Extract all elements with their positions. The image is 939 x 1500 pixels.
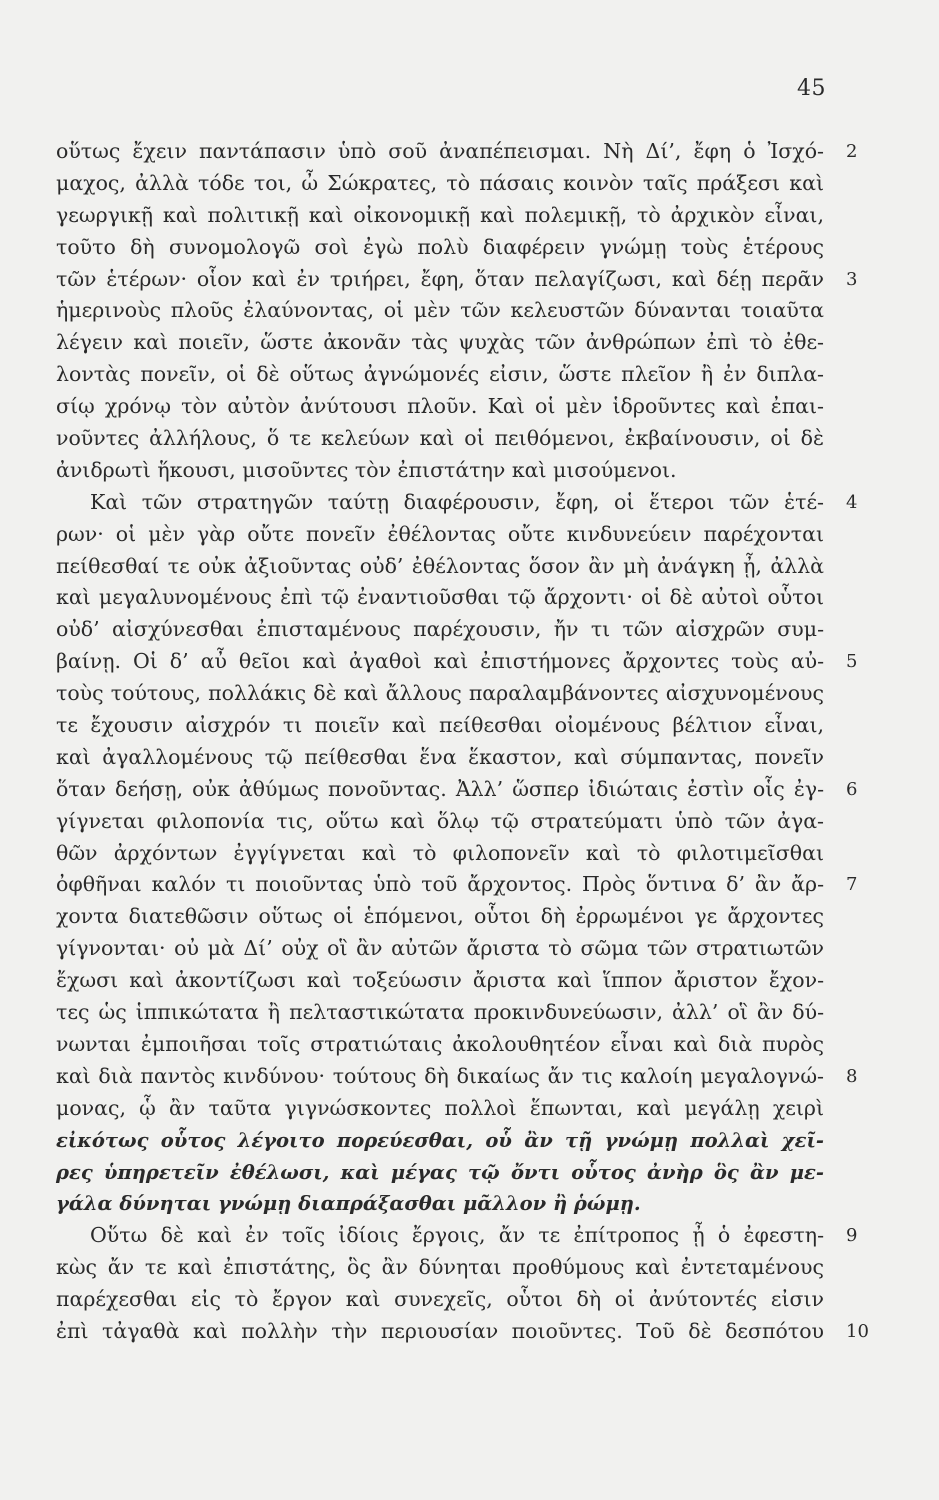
section-number: 8 bbox=[846, 1065, 858, 1087]
section-number: 10 bbox=[846, 1320, 869, 1342]
text-line-content: καὶ μεγαλυνομένους ἐπὶ τῷ ἐναντιοῦσθαι τῷ ἄρχοντι· οἱ δὲ αὐτοὶ οὗτοι bbox=[56, 585, 824, 610]
text-line-content: τες ὡς ἱππικώτατα ἢ πελταστικώτατα προκινδυνεύωσιν, ἀλλ’ οἳ ἂν δύ- bbox=[56, 1000, 824, 1025]
text-line-content: γεωργικῇ καὶ πολιτικῇ καὶ οἰκονομικῇ καὶ πολεμικῇ, τὸ ἀρχικὸν εἶναι, bbox=[56, 202, 824, 227]
text-line-content: κὼς ἄν τε καὶ ἐπιστάτης, ὃς ἂν δύνηται προθύμους καὶ ἐντεταμένους bbox=[56, 1255, 824, 1280]
text-line-content: τοῦτο δὴ συνομολογῶ σοὶ ἐγὼ πολὺ διαφέρειν γνώμῃ τοὺς ἑτέρους bbox=[56, 234, 824, 259]
text-line bbox=[56, 1093, 824, 1125]
text-line-content: σίῳ χρόνῳ τὸν αὐτὸν ἀνύτουσι πλοῦν. Καὶ οἱ μὲν ἱδροῦντες καὶ ἐπαι- bbox=[56, 394, 824, 419]
text-line-content: καὶ διὰ παντὸς κινδύνου· τούτους δὴ δικαίως ἄν τις καλοίη μεγαλογνώ- bbox=[56, 1063, 824, 1088]
text-line-content: νοῦντες ἀλλήλους, ὅ τε κελεύων καὶ οἱ πειθόμενοι, ἐκβαίνουσιν, οἱ δὲ bbox=[56, 426, 824, 451]
text-line bbox=[56, 1220, 858, 1252]
text-line bbox=[56, 901, 824, 933]
text-line-content: ἡμερινοὺς πλοῦς ἐλαύνοντας, οἱ μὲν τῶν κελευστῶν δύνανται τοιαῦτα bbox=[56, 298, 824, 323]
text-line bbox=[56, 1188, 824, 1220]
text-line-content: λοντὰς πονεῖν, οἱ δὲ οὕτως ἀγνώμονές εἰσιν, ὥστε πλεῖον ἢ ἐν διπλα- bbox=[56, 362, 824, 387]
text-line-content: τῶν ἑτέρων· οἷον καὶ ἐν τριήρει, ἔφη, ὅταν πελαγίζωσι, καὶ δέῃ περᾶν bbox=[56, 266, 824, 291]
text-line-content: βαίνῃ. Οἱ δ’ αὖ θεῖοι καὶ ἀγαθοὶ καὶ ἐπιστήμονες ἄρχοντες τοὺς αὐ- bbox=[56, 649, 824, 674]
text-line-content: ἔχωσι καὶ ἀκοντίζωσι καὶ τοξεύωσιν ἄριστα καὶ ἵππον ἄριστον ἔχον- bbox=[56, 968, 824, 993]
text-line bbox=[56, 1252, 824, 1284]
text-line bbox=[56, 614, 824, 646]
section-number: 5 bbox=[846, 651, 858, 673]
text-line-content: οὐδ’ αἰσχύνεσθαι ἐπισταμένους παρέχουσιν, ἤν τι τῶν αἰσχρῶν συμ- bbox=[56, 617, 824, 642]
text-line-content: ρες ὑπηρετεῖν ἐθέλωσι, καὶ μέγας τῷ ὄντι οὗτος ἀνὴρ ὃς ἂν με- bbox=[56, 1160, 824, 1184]
text-line bbox=[56, 1157, 824, 1189]
text-line bbox=[56, 264, 858, 296]
text-line-content: πείθεσθαί τε οὐκ ἀξιοῦντας οὐδ’ ἐθέλοντας ὅσον ἂν μὴ ἀνάγκη ᾖ, ἀλλὰ bbox=[56, 553, 824, 578]
text-line-content: ἀνιδρωτὶ ἥκουσι, μισοῦντες τὸν ἐπιστάτην καὶ μισούμενοι. bbox=[56, 457, 677, 482]
text-line-content: θῶν ἀρχόντων ἐγγίγνεται καὶ τὸ φιλοπονεῖν καὶ τὸ φιλοτιμεῖσθαι bbox=[56, 840, 824, 865]
text-line-content: τε ἔχουσιν αἰσχρόν τι ποιεῖν καὶ πείθεσθαι οἰομένους βέλτιον εἶναι, bbox=[56, 713, 824, 738]
text-line bbox=[56, 965, 824, 997]
text-line bbox=[56, 359, 824, 391]
text-line bbox=[56, 168, 824, 200]
text-line bbox=[56, 423, 824, 455]
text-line-content: οὕτως ἔχειν παντάπασιν ὑπὸ σοῦ ἀναπέπεισμαι. Νὴ Δί’, ἔφη ὁ Ἰσχό- bbox=[56, 139, 824, 163]
text-line-content: καὶ ἀγαλλομένους τῷ πείθεσθαι ἕνα ἕκαστον, καὶ σύμπαντας, πονεῖν bbox=[56, 744, 824, 769]
section-number: 7 bbox=[846, 874, 858, 896]
section-number: 3 bbox=[846, 268, 858, 290]
section-number: 9 bbox=[846, 1225, 858, 1247]
text-line bbox=[56, 391, 824, 423]
text-line-content: Καὶ τῶν στρατηγῶν ταύτῃ διαφέρουσιν, ἔφη, οἱ ἕτεροι τῶν ἑτέ- bbox=[90, 489, 824, 514]
text-line-content: γίγνονται· οὐ μὰ Δί’ οὐχ οἳ ἂν αὐτῶν ἄριστα τὸ σῶμα τῶν στρατιωτῶν bbox=[56, 936, 824, 961]
section-number: 4 bbox=[846, 491, 858, 513]
text-line bbox=[56, 806, 824, 838]
text-line bbox=[56, 838, 824, 870]
text-line-content: γίγνεται φιλοπονία τις, οὕτω καὶ ὅλῳ τῷ στρατεύματι ὑπὸ τῶν ἀγα- bbox=[56, 808, 824, 833]
text-line bbox=[56, 1029, 824, 1061]
page-number: 45 bbox=[797, 76, 826, 101]
text-line-content: ὅταν δεήσῃ, οὐκ ἀθύμως πονοῦντας. Ἀλλ’ ὥσπερ ἰδιώταις ἐστὶν οἷς ἐγ- bbox=[56, 776, 824, 801]
text-line bbox=[56, 327, 824, 359]
text-line bbox=[56, 774, 858, 806]
text-line bbox=[56, 295, 824, 327]
text-line bbox=[56, 933, 824, 965]
text-line bbox=[56, 487, 858, 519]
text-line-content: ρων· οἱ μὲν γὰρ οὔτε πονεῖν ἐθέλοντας οὔτε κινδυνεύειν παρέχονται bbox=[56, 521, 824, 546]
text-line bbox=[56, 200, 824, 232]
text-line bbox=[56, 232, 824, 264]
text-line-content: εἰκότως οὗτος λέγοιτο πορεύεσθαι, οὗ ἂν τῇ γνώμῃ πολλαὶ χεῖ- bbox=[56, 1128, 824, 1152]
text-line-content: γάλα δύνηται γνώμῃ διαπράξασθαι μᾶλλον ἢ ῥώμῃ. bbox=[56, 1192, 641, 1216]
text-line-content: λέγειν καὶ ποιεῖν, ὥστε ἀκονᾶν τὰς ψυχὰς τῶν ἀνθρώπων ἐπὶ τὸ ἐθε- bbox=[56, 330, 824, 355]
text-line-content: ὀφθῆναι καλόν τι ποιοῦντας ὑπὸ τοῦ ἄρχοντος. Πρὸς ὅντινα δ’ ἂν ἄρ- bbox=[56, 872, 824, 897]
text-line bbox=[56, 710, 824, 742]
text-line bbox=[56, 551, 824, 583]
text-line bbox=[56, 455, 824, 487]
section-number: 2 bbox=[846, 141, 858, 162]
section-number: 6 bbox=[846, 778, 858, 800]
text-line bbox=[56, 582, 824, 614]
text-line bbox=[56, 869, 858, 901]
text-line bbox=[56, 1284, 824, 1316]
text-line bbox=[56, 1316, 869, 1348]
body-text bbox=[56, 136, 869, 1348]
text-line bbox=[56, 1125, 824, 1157]
text-line bbox=[56, 678, 824, 710]
text-line-content: μονας, ᾧ ἂν ταῦτα γιγνώσκοντες πολλοὶ ἕπωνται, καὶ μεγάλῃ χειρὶ bbox=[56, 1095, 824, 1120]
text-line-content: νωνται ἐμποιῆσαι τοῖς στρατιώταις ἀκολουθητέον εἶναι καὶ διὰ πυρὸς bbox=[56, 1031, 824, 1056]
text-line bbox=[56, 1061, 858, 1093]
text-line-content: τοὺς τούτους, πολλάκις δὲ καὶ ἄλλους παραλαμβάνοντες αἰσχυνομένους bbox=[56, 681, 824, 706]
text-line-content: παρέχεσθαι εἰς τὸ ἔργον καὶ συνεχεῖς, οὗτοι δὴ οἱ ἀνύτοντές εἰσιν bbox=[56, 1287, 824, 1312]
text-line bbox=[56, 646, 858, 678]
text-line-content: χοντα διατεθῶσιν οὕτως οἱ ἑπόμενοι, οὗτοι δὴ ἐρρωμένοι γε ἄρχοντες bbox=[56, 904, 824, 929]
text-line-content: ἐπὶ τἀγαθὰ καὶ πολλὴν τὴν περιουσίαν ποιοῦντες. Τοῦ δὲ δεσπότου bbox=[56, 1318, 824, 1343]
text-line bbox=[56, 997, 824, 1029]
text-line bbox=[56, 519, 824, 551]
text-line-content: Οὕτω δὲ καὶ ἐν τοῖς ἰδίοις ἔργοις, ἄν τε ἐπίτροπος ᾖ ὁ ἐφεστη- bbox=[90, 1223, 824, 1248]
text-line-content: μαχος, ἀλλὰ τόδε τοι, ὦ Σώκρατες, τὸ πάσαις κοινὸν ταῖς πράξεσι καὶ bbox=[56, 170, 824, 195]
text-line bbox=[56, 742, 824, 774]
text-line bbox=[56, 136, 858, 168]
